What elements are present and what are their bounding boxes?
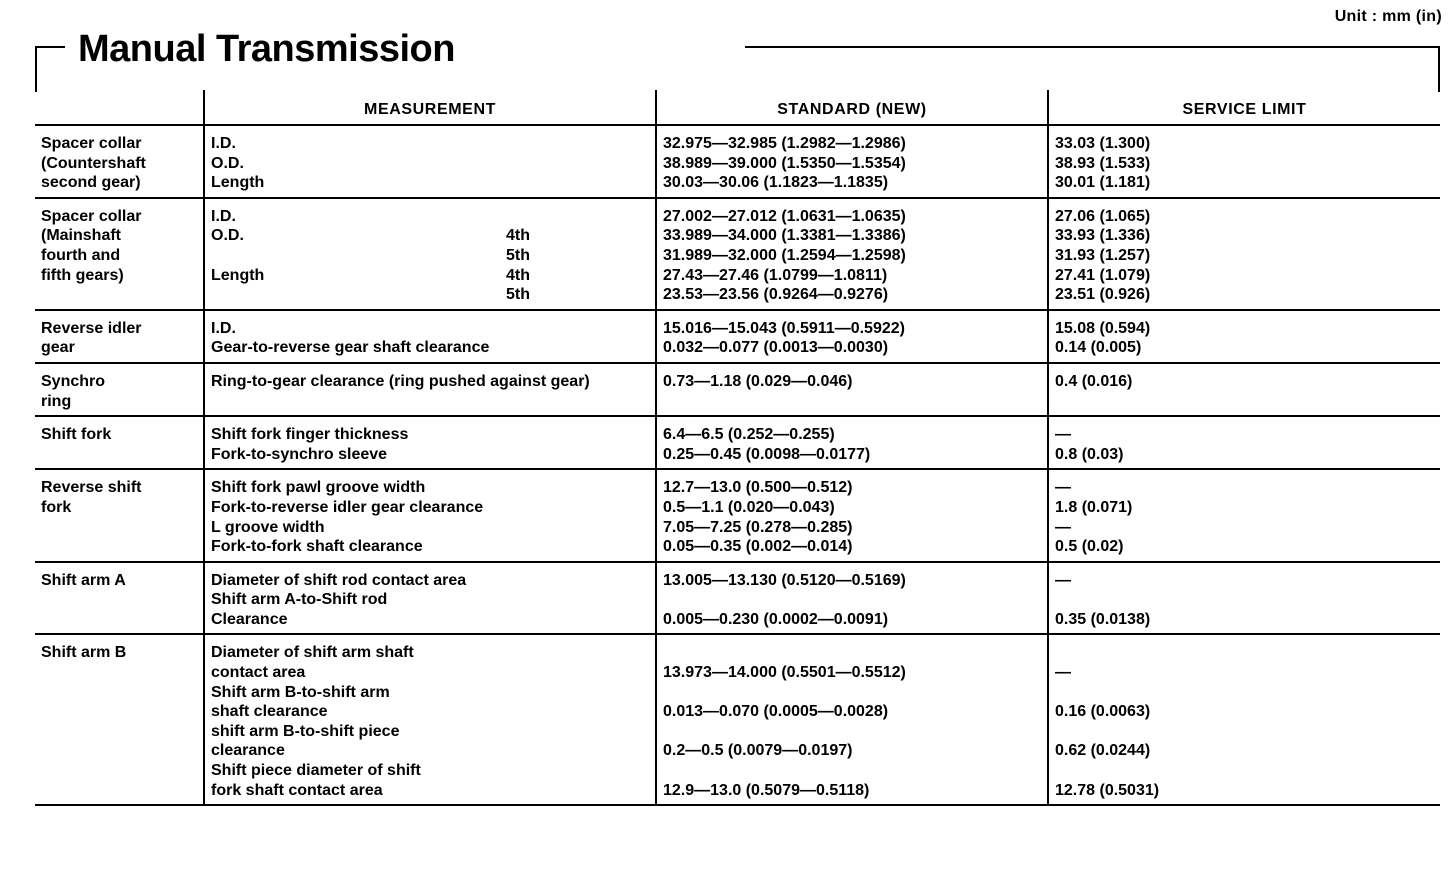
- measurement-text: contact area: [211, 664, 306, 682]
- measurement-line: [211, 741, 649, 761]
- measurement-line: [211, 266, 649, 286]
- standard-value: 0.013—0.070 (0.0005—0.0028): [663, 703, 889, 721]
- part-name-line: Shift arm A: [41, 571, 126, 589]
- service-limit-cell: [1048, 363, 1440, 416]
- gear-label: 4th: [506, 266, 530, 284]
- col-header-service-limit: SERVICE LIMIT: [1048, 90, 1440, 125]
- service-limit-value: [1055, 761, 1434, 781]
- service-limit-value: 0.5 (0.02): [1055, 538, 1124, 556]
- part-name-line: (Countershaft: [41, 154, 146, 172]
- standard-value: 32.975—32.985 (1.2982—1.2986): [663, 135, 906, 152]
- part-cell: [35, 634, 204, 805]
- service-limit-value: 33.93 (1.336): [1055, 227, 1151, 245]
- service-limit-value: 0.8 (0.03): [1055, 445, 1124, 463]
- standard-value: 30.03—30.06 (1.1823—1.1835): [663, 174, 889, 192]
- standard-cell: [656, 469, 1048, 561]
- service-limit-value: [1055, 590, 1434, 610]
- measurement-text: Diameter of shift rod contact area: [211, 571, 467, 589]
- standard-value: 38.989—39.000 (1.5350—1.5354): [663, 154, 906, 172]
- table-row: [35, 562, 1440, 635]
- col-header-standard: STANDARD (NEW): [656, 90, 1048, 125]
- measurement-line: [211, 478, 649, 498]
- measurement-cell: [204, 198, 656, 310]
- part-cell: [35, 125, 204, 198]
- part-name-line: Reverse shift: [41, 479, 142, 497]
- measurement-text: Clearance: [211, 610, 288, 628]
- standard-value: 6.4—6.5 (0.252—0.255): [663, 426, 835, 444]
- measurement-line: [211, 781, 649, 801]
- service-limit-value: [1055, 683, 1434, 703]
- measurement-line: [211, 154, 649, 174]
- measurement-cell: [204, 562, 656, 635]
- measurement-text: Length: [211, 174, 265, 192]
- frame-left: [35, 46, 37, 92]
- measurement-line: [211, 610, 649, 630]
- measurement-line: [211, 498, 649, 518]
- standard-value: 15.016—15.043 (0.5911—0.5922): [663, 319, 905, 337]
- table-body: [35, 125, 1440, 805]
- service-limit-value: 0.16 (0.0063): [1055, 703, 1151, 721]
- table-row: [35, 125, 1440, 198]
- measurement-text: Length: [211, 266, 265, 284]
- standard-value: 23.53—23.56 (0.9264—0.9276): [663, 286, 889, 304]
- table-row: [35, 198, 1440, 310]
- measurement-line: [211, 226, 649, 246]
- page-title: Manual Transmission: [78, 28, 455, 70]
- service-limit-value: 30.01 (1.181): [1055, 174, 1151, 192]
- standard-value: 0.032—0.077 (0.0013—0.0030): [663, 339, 889, 357]
- standard-value: 0.5—1.1 (0.020—0.043): [663, 498, 835, 516]
- gear-label: 4th: [506, 227, 530, 245]
- table-row: [35, 634, 1440, 805]
- measurement-text: Ring-to-gear clearance (ring pushed against gear): [211, 372, 590, 390]
- measurement-line: [211, 207, 649, 227]
- service-limit-value: 31.93 (1.257): [1055, 246, 1151, 264]
- no-limit-dash: —: [1055, 664, 1071, 682]
- measurement-cell: [204, 469, 656, 561]
- measurement-text: Shift fork finger thickness: [211, 426, 409, 444]
- measurement-text: I.D.: [211, 135, 236, 152]
- standard-value: 31.989—32.000 (1.2594—1.2598): [663, 246, 906, 264]
- no-limit-dash: —: [1055, 571, 1071, 589]
- measurement-line: [211, 319, 649, 339]
- service-limit-value: 27.06 (1.065): [1055, 207, 1151, 225]
- measurement-line: [211, 445, 649, 465]
- part-cell: [35, 469, 204, 561]
- measurement-text: Diameter of shift arm shaft: [211, 644, 414, 662]
- service-limit-value: [1055, 643, 1434, 663]
- measurement-text: Fork-to-reverse idler gear clearance: [211, 498, 484, 516]
- table-row: [35, 469, 1440, 561]
- measurement-text: shaft clearance: [211, 703, 328, 721]
- measurement-line: [211, 702, 649, 722]
- measurement-text: clearance: [211, 742, 285, 760]
- standard-value: 12.9—13.0 (0.5079—0.5118): [663, 781, 870, 799]
- measurement-line: [211, 425, 649, 445]
- standard-value: [663, 590, 1041, 610]
- standard-cell: [656, 416, 1048, 469]
- standard-value: 33.989—34.000 (1.3381—1.3386): [663, 227, 906, 245]
- measurement-cell: [204, 634, 656, 805]
- measurement-text: O.D.: [211, 154, 244, 172]
- measurement-line: [211, 571, 649, 591]
- measurement-line: [211, 134, 649, 154]
- measurement-cell: [204, 125, 656, 198]
- table-row: [35, 363, 1440, 416]
- standard-value: [663, 761, 1041, 781]
- measurement-text: fork shaft contact area: [211, 781, 383, 799]
- service-limit-value: 0.62 (0.0244): [1055, 742, 1151, 760]
- part-name-line: fifth gears): [41, 266, 124, 284]
- measurement-line: [211, 246, 649, 266]
- part-name-line: second gear): [41, 174, 141, 192]
- standard-value: [663, 643, 1041, 663]
- frame-top-left: [35, 46, 65, 48]
- table-row: [35, 416, 1440, 469]
- standard-cell: [656, 125, 1048, 198]
- measurement-line: [211, 722, 649, 742]
- part-name-line: Reverse idler: [41, 319, 142, 337]
- measurement-line: [211, 663, 649, 683]
- part-name-line: fork: [41, 498, 72, 516]
- measurement-text: Gear-to-reverse gear shaft clearance: [211, 339, 490, 357]
- service-limit-value: 1.8 (0.071): [1055, 498, 1133, 516]
- measurement-text: Shift fork pawl groove width: [211, 479, 426, 497]
- part-name-line: ring: [41, 392, 72, 410]
- service-limit-cell: [1048, 125, 1440, 198]
- standard-value: 12.7—13.0 (0.500—0.512): [663, 479, 853, 497]
- measurement-line: [211, 643, 649, 663]
- standard-cell: [656, 634, 1048, 805]
- service-limit-value: 15.08 (0.594): [1055, 319, 1151, 337]
- col-header-measurement: MEASUREMENT: [204, 90, 656, 125]
- part-cell: [35, 198, 204, 310]
- service-limit-value: 38.93 (1.533): [1055, 154, 1151, 172]
- part-cell: [35, 310, 204, 363]
- service-limit-cell: [1048, 310, 1440, 363]
- part-name-line: Spacer collar: [41, 135, 142, 152]
- col-header-part: [35, 90, 204, 125]
- gear-label: 5th: [506, 246, 530, 264]
- no-limit-dash: —: [1055, 518, 1071, 536]
- part-name-line: Shift arm B: [41, 644, 127, 662]
- measurement-line: [211, 761, 649, 781]
- standard-value: 0.005—0.230 (0.0002—0.0091): [663, 610, 889, 628]
- service-limit-cell: [1048, 469, 1440, 561]
- service-limit-cell: [1048, 562, 1440, 635]
- standard-cell: [656, 310, 1048, 363]
- service-limit-value: 33.03 (1.300): [1055, 135, 1151, 152]
- part-name-line: fourth and: [41, 246, 121, 264]
- measurement-text: Shift arm A-to-Shift rod: [211, 591, 388, 609]
- measurement-text: shift arm B-to-shift piece: [211, 722, 400, 740]
- standard-value: 27.43—27.46 (1.0799—1.0811): [663, 266, 888, 284]
- table-row: [35, 310, 1440, 363]
- part-name-line: Shift fork: [41, 426, 112, 444]
- measurement-cell: [204, 363, 656, 416]
- standard-value: 0.25—0.45 (0.0098—0.0177): [663, 445, 871, 463]
- measurement-text: Shift arm B-to-shift arm: [211, 683, 390, 701]
- spec-table: [35, 90, 1440, 806]
- measurement-line: [211, 338, 649, 358]
- standard-cell: [656, 562, 1048, 635]
- service-limit-cell: [1048, 198, 1440, 310]
- measurement-line: [211, 518, 649, 538]
- measurement-text: I.D.: [211, 207, 236, 225]
- standard-value: 0.2—0.5 (0.0079—0.0197): [663, 742, 853, 760]
- standard-value: 0.73—1.18 (0.029—0.046): [663, 372, 853, 390]
- part-name-line: Synchro: [41, 372, 106, 390]
- service-limit-value: 0.35 (0.0138): [1055, 610, 1151, 628]
- service-limit-value: 0.4 (0.016): [1055, 372, 1133, 390]
- measurement-text: O.D.: [211, 227, 244, 245]
- measurement-line: [211, 372, 649, 392]
- part-cell: [35, 363, 204, 416]
- measurement-text: I.D.: [211, 319, 236, 337]
- standard-value: [663, 683, 1041, 703]
- measurement-line: [211, 173, 649, 193]
- service-limit-cell: [1048, 416, 1440, 469]
- measurement-text: Fork-to-synchro sleeve: [211, 445, 388, 463]
- measurement-line: [211, 590, 649, 610]
- service-limit-value: 27.41 (1.079): [1055, 266, 1151, 284]
- standard-value: 13.005—13.130 (0.5120—0.5169): [663, 571, 906, 589]
- part-name-line: (Mainshaft: [41, 227, 121, 245]
- part-name-line: Spacer collar: [41, 207, 142, 225]
- measurement-line: [211, 285, 649, 305]
- gear-label: 5th: [506, 286, 530, 304]
- measurement-text: Fork-to-fork shaft clearance: [211, 538, 423, 556]
- frame-right: [1438, 46, 1440, 92]
- standard-value: 27.002—27.012 (1.0631—1.0635): [663, 207, 906, 225]
- service-limit-cell: [1048, 634, 1440, 805]
- unit-label: Unit : mm (in): [1334, 8, 1442, 25]
- frame-top-right: [745, 46, 1440, 48]
- service-limit-value: 0.14 (0.005): [1055, 339, 1142, 357]
- no-limit-dash: —: [1055, 479, 1071, 497]
- service-limit-value: [1055, 722, 1434, 742]
- part-name-line: gear: [41, 339, 75, 357]
- standard-value: 13.973—14.000 (0.5501—0.5512): [663, 664, 906, 682]
- measurement-text: L groove width: [211, 518, 325, 536]
- no-limit-dash: —: [1055, 426, 1071, 444]
- standard-value: 0.05—0.35 (0.002—0.014): [663, 538, 853, 556]
- standard-value: 7.05—7.25 (0.278—0.285): [663, 518, 853, 536]
- part-cell: [35, 416, 204, 469]
- measurement-line: [211, 683, 649, 703]
- standard-value: [663, 722, 1041, 742]
- measurement-line: [211, 537, 649, 557]
- standard-cell: [656, 363, 1048, 416]
- standard-cell: [656, 198, 1048, 310]
- service-limit-value: 12.78 (0.5031): [1055, 781, 1160, 799]
- table-header-row: [35, 90, 1440, 125]
- service-limit-value: 23.51 (0.926): [1055, 286, 1151, 304]
- measurement-cell: [204, 310, 656, 363]
- part-cell: [35, 562, 204, 635]
- measurement-cell: [204, 416, 656, 469]
- measurement-text: Shift piece diameter of shift: [211, 762, 421, 780]
